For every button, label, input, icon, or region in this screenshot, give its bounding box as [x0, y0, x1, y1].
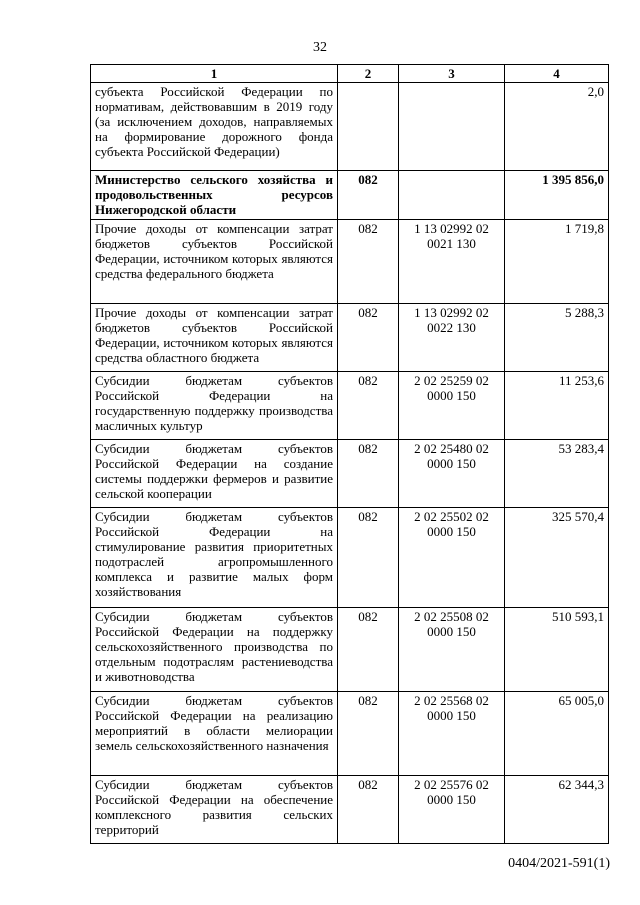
row-admin-code: 082 — [338, 304, 399, 372]
row-name: Субсидии бюджетам субъектов Российской Федерации на стимулирование развития приоритетных подотраслей агропромышленного комплекса и развитие малых форм хозяйствования — [91, 508, 338, 608]
row-admin-code: 082 — [338, 171, 399, 220]
table-row — [91, 608, 609, 692]
column-header-3: 3 — [399, 65, 505, 83]
revenue-table — [90, 64, 609, 844]
row-amount: 65 005,0 — [505, 692, 609, 776]
row-admin-code: 082 — [338, 508, 399, 608]
row-name: Субсидии бюджетам субъектов Российской Федерации на реализацию мероприятий в области мелиорации земель сельскохозяйственного назначения — [91, 692, 338, 776]
row-name: Субсидии бюджетам субъектов Российской Федерации на государственную поддержку производства масличных культур — [91, 372, 338, 440]
table-row — [91, 776, 609, 844]
row-amount: 1 719,8 — [505, 220, 609, 304]
row-name: Субсидии бюджетам субъектов Российской Федерации на поддержку сельскохозяйственного производства по отдельным подотраслям растениеводства и животноводства — [91, 608, 338, 692]
row-revenue-code: 2 02 25508 02 0000 150 — [399, 608, 505, 692]
row-amount: 2,0 — [505, 83, 609, 171]
row-name: субъекта Российской Федерации по нормативам, действовавшим в 2019 году (за исключением доходов, направляемых на формирование дорожного фонда субъекта Российской Федерации) — [91, 83, 338, 171]
row-admin-code: 082 — [338, 372, 399, 440]
table-header-row — [91, 65, 609, 83]
column-header-2: 2 — [338, 65, 399, 83]
row-amount: 11 253,6 — [505, 372, 609, 440]
page-number: 32 — [313, 40, 327, 55]
row-admin-code: 082 — [338, 692, 399, 776]
row-revenue-code: 2 02 25576 02 0000 150 — [399, 776, 505, 844]
row-admin-code: 082 — [338, 608, 399, 692]
row-name: Прочие доходы от компенсации затрат бюджетов субъектов Российской Федерации, источником которых являются средства федерального бюджета — [91, 220, 338, 304]
column-header-1: 1 — [91, 65, 338, 83]
table-row — [91, 304, 609, 372]
row-admin-code: 082 — [338, 220, 399, 304]
row-admin-code: 082 — [338, 776, 399, 844]
row-name: Министерство сельского хозяйства и продовольственных ресурсов Нижегородской области — [91, 171, 338, 220]
row-revenue-code: 2 02 25502 02 0000 150 — [399, 508, 505, 608]
row-name: Прочие доходы от компенсации затрат бюджетов субъектов Российской Федерации, источником которых являются средства областного бюджета — [91, 304, 338, 372]
table-row — [91, 171, 609, 220]
row-amount: 5 288,3 — [505, 304, 609, 372]
row-revenue-code: 1 13 02992 02 0021 130 — [399, 220, 505, 304]
table-row — [91, 508, 609, 608]
row-name: Субсидии бюджетам субъектов Российской Федерации на создание системы поддержки фермеров и развитие сельской кооперации — [91, 440, 338, 508]
row-revenue-code — [399, 83, 505, 171]
row-amount: 325 570,4 — [505, 508, 609, 608]
row-revenue-code — [399, 171, 505, 220]
document-code: 0404/2021-591(1) — [508, 856, 610, 871]
row-revenue-code: 2 02 25568 02 0000 150 — [399, 692, 505, 776]
table-row — [91, 692, 609, 776]
row-amount: 510 593,1 — [505, 608, 609, 692]
table-body — [91, 83, 609, 844]
table-row — [91, 220, 609, 304]
row-amount: 1 395 856,0 — [505, 171, 609, 220]
column-header-4: 4 — [505, 65, 609, 83]
row-amount: 53 283,4 — [505, 440, 609, 508]
row-name: Субсидии бюджетам субъектов Российской Федерации на обеспечение комплексного развития сельских территорий — [91, 776, 338, 844]
table-row — [91, 83, 609, 171]
row-revenue-code: 2 02 25259 02 0000 150 — [399, 372, 505, 440]
table-row — [91, 372, 609, 440]
row-revenue-code: 1 13 02992 02 0022 130 — [399, 304, 505, 372]
row-amount: 62 344,3 — [505, 776, 609, 844]
row-revenue-code: 2 02 25480 02 0000 150 — [399, 440, 505, 508]
row-admin-code — [338, 83, 399, 171]
table-row — [91, 440, 609, 508]
row-admin-code: 082 — [338, 440, 399, 508]
